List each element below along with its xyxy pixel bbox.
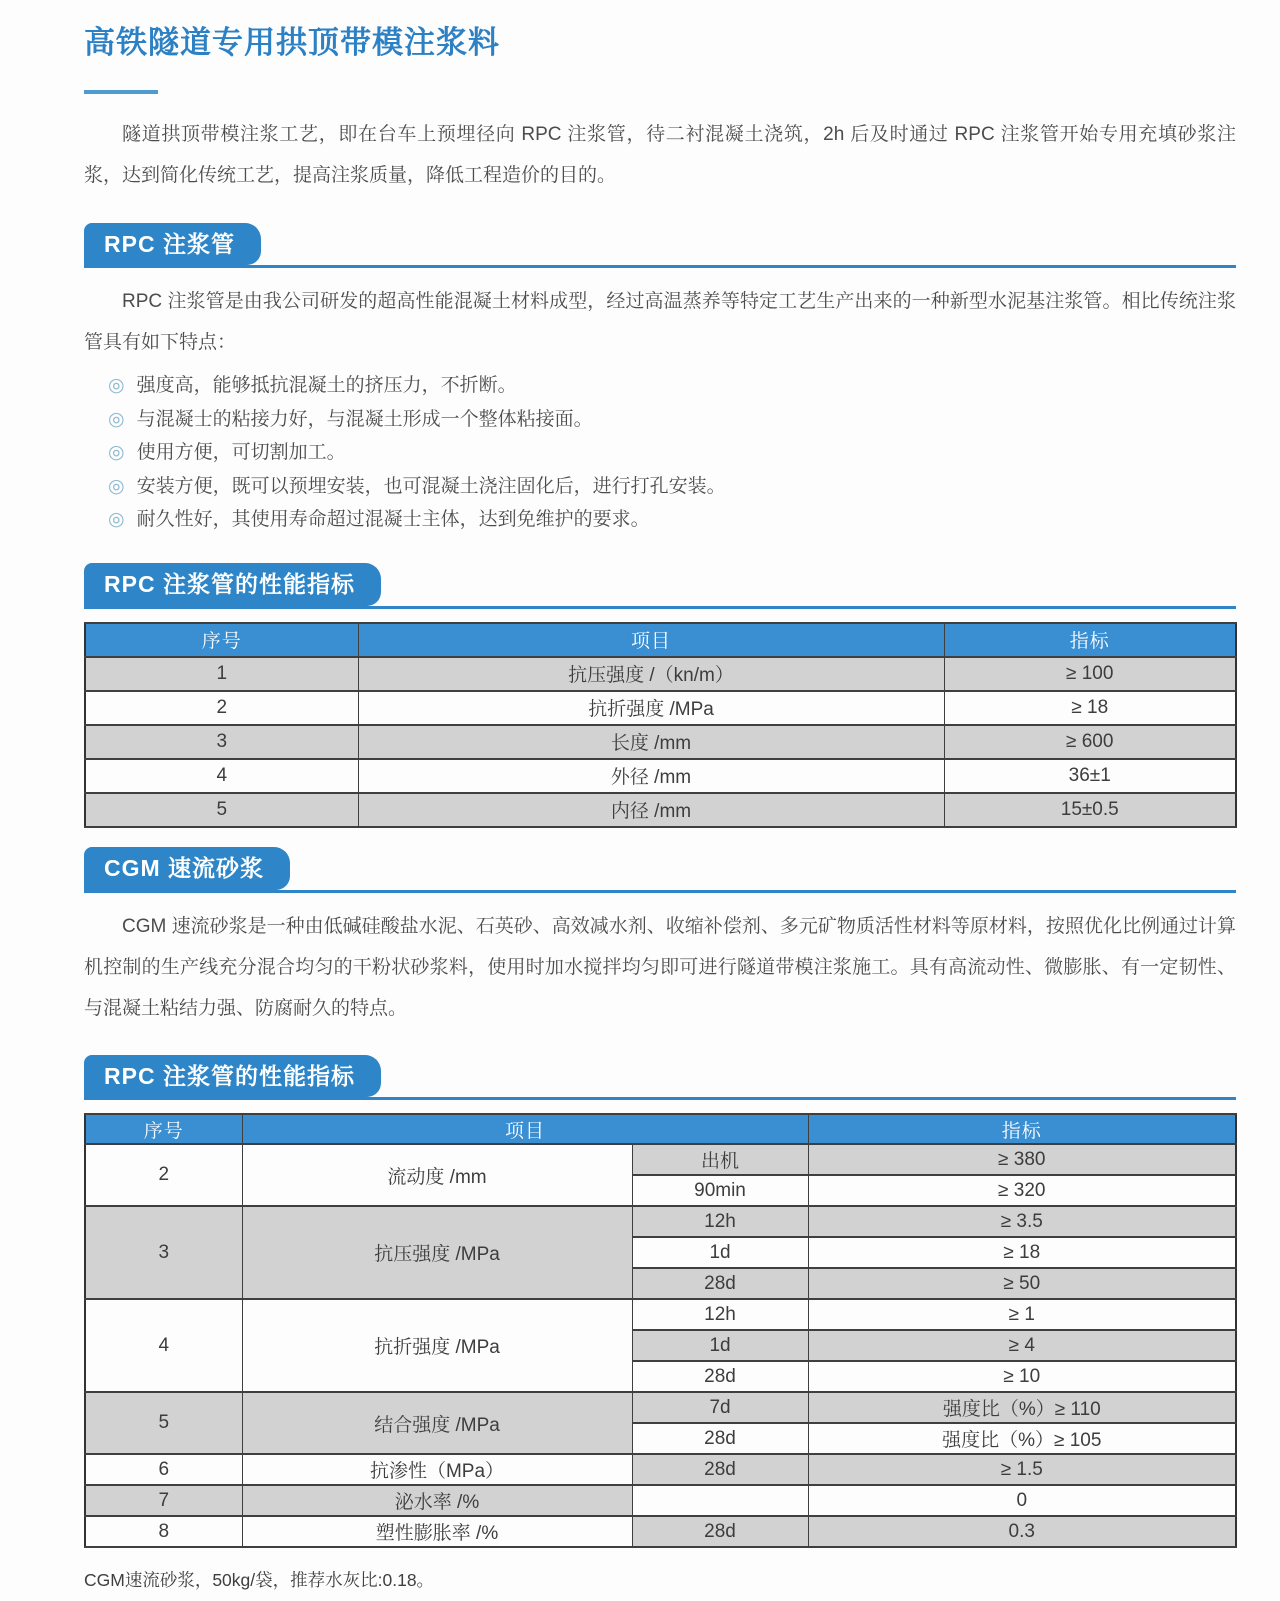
table-row	[85, 1454, 1236, 1485]
rpc-performance-table-body	[85, 657, 1236, 827]
cell-condition: 28d	[632, 1516, 808, 1547]
cell-no: 8	[85, 1516, 242, 1547]
table-row	[85, 1299, 1236, 1330]
section-header-rpc-perf	[84, 563, 1236, 609]
col-header-no: 序号	[85, 623, 358, 657]
table-header-row	[85, 623, 1236, 657]
cell-condition: 12h	[632, 1206, 808, 1237]
table-row	[85, 657, 1236, 691]
cell-item: 抗渗性（MPa）	[242, 1454, 632, 1485]
bullet-icon: ◎	[108, 475, 125, 497]
cell-index: ≥ 3.5	[808, 1206, 1236, 1237]
cell-item: 抗折强度 /MPa	[358, 691, 944, 725]
col-header-index: 指标	[808, 1114, 1236, 1144]
table-header-row	[85, 1114, 1236, 1144]
intro-paragraph: 隧道拱顶带模注浆工艺，即在台车上预埋径向 RPC 注浆管，待二衬混凝土浇筑，2h 后及时通过 RPC 注浆管开始专用充填砂浆注浆，达到简化传统工艺，提高注浆质量，降低工程造价的目的。	[84, 123, 1236, 186]
cell-item: 外径 /mm	[358, 759, 944, 793]
table-row	[85, 759, 1236, 793]
cell-condition: 1d	[632, 1330, 808, 1361]
table-row	[85, 1144, 1236, 1175]
cell-index: ≥ 4	[808, 1330, 1236, 1361]
feature-item	[108, 436, 1236, 469]
bullet-icon: ◎	[108, 375, 125, 397]
cell-index: 36±1	[944, 759, 1236, 793]
cell-item: 结合强度 /MPa	[242, 1392, 632, 1454]
feature-text: 耐久性好，其使用寿命超过混凝士主体，达到免维护的要求。	[136, 508, 650, 530]
cell-condition: 28d	[632, 1454, 808, 1485]
cell-item: 抗压强度 /（kn/m）	[358, 657, 944, 691]
table-row	[85, 1516, 1236, 1547]
cell-index: ≥ 1	[808, 1299, 1236, 1330]
feature-text: 强度高，能够抵抗混凝土的挤压力，不折断。	[136, 375, 517, 397]
table-row	[85, 1485, 1236, 1516]
cgm-paragraph: CGM 速流砂浆是一种由低碱硅酸盐水泥、石英砂、高效减水剂、收缩补偿剂、多元矿物质活性材料等原材料，按照优化比例通过计算机控制的生产线充分混合均匀的干粉状砂浆料，使用时加水搅拌均匀即可进行隧道带模注浆施工。具有高流动性、微膨胀、有一定韧性、与混凝土粘结力强、防腐耐久的特点。	[84, 915, 1236, 1019]
cell-condition: 7d	[632, 1392, 808, 1423]
cell-no: 4	[85, 1299, 242, 1392]
cell-no: 6	[85, 1454, 242, 1485]
section-tab: RPC 注浆管的性能指标	[84, 1055, 381, 1098]
rpc-feature-list	[84, 369, 1236, 536]
cell-index: 0	[808, 1485, 1236, 1516]
cell-item: 塑性膨胀率 /%	[242, 1516, 632, 1547]
bullet-icon: ◎	[108, 508, 125, 530]
feature-item	[108, 503, 1236, 536]
footer-note: CGM速流砂浆，50kg/袋，推荐水灰比:0.18。	[84, 1570, 435, 1591]
cell-no: 3	[85, 1206, 242, 1299]
cell-condition: 28d	[632, 1423, 808, 1454]
col-header-index: 指标	[944, 623, 1236, 657]
cell-item: 泌水率 /%	[242, 1485, 632, 1516]
cell-index: ≥ 320	[808, 1175, 1236, 1206]
cell-no: 7	[85, 1485, 242, 1516]
cell-condition: 28d	[632, 1268, 808, 1299]
cell-index: ≥ 50	[808, 1268, 1236, 1299]
table-row	[85, 1392, 1236, 1423]
cell-no: 1	[85, 657, 358, 691]
feature-item	[108, 470, 1236, 503]
feature-text: 使用方便，可切割加工。	[136, 442, 346, 464]
bullet-icon: ◎	[108, 408, 125, 430]
cell-index: ≥ 18	[808, 1237, 1236, 1268]
cell-condition	[632, 1485, 808, 1516]
col-header-item: 项目	[242, 1114, 808, 1144]
cell-no: 3	[85, 725, 358, 759]
cell-no: 4	[85, 759, 358, 793]
feature-text: 安装方便，既可以预埋安装，也可混凝土浇注固化后，进行打孔安装。	[136, 475, 726, 497]
col-header-item: 项目	[358, 623, 944, 657]
col-header-no: 序号	[85, 1114, 242, 1144]
bullet-icon: ◎	[108, 442, 125, 464]
table-row	[85, 725, 1236, 759]
cell-item: 长度 /mm	[358, 725, 944, 759]
title-underline	[84, 90, 158, 94]
cell-item: 流动度 /mm	[242, 1144, 632, 1206]
rpc-performance-table	[84, 622, 1237, 828]
cell-condition: 12h	[632, 1299, 808, 1330]
section-header-cgm-perf	[84, 1055, 1236, 1101]
cell-index: 15±0.5	[944, 793, 1236, 827]
section-header-cgm	[84, 847, 1236, 893]
cell-index: 强度比（%）≥ 110	[808, 1392, 1236, 1423]
feature-text: 与混凝士的粘接力好，与混凝土形成一个整体粘接面。	[136, 408, 593, 430]
cell-no: 2	[85, 1144, 242, 1206]
cell-condition: 出机	[632, 1144, 808, 1175]
cell-index: ≥ 10	[808, 1361, 1236, 1392]
cell-item: 抗压强度 /MPa	[242, 1206, 632, 1299]
section-tab: RPC 注浆管的性能指标	[84, 563, 381, 606]
section-header-rpc-pipe	[84, 223, 1236, 269]
feature-item	[108, 403, 1236, 436]
cell-index: 0.3	[808, 1516, 1236, 1547]
cell-item: 内径 /mm	[358, 793, 944, 827]
section-tab: RPC 注浆管	[84, 223, 261, 266]
cell-condition: 90min	[632, 1175, 808, 1206]
table-row	[85, 1206, 1236, 1237]
cell-condition: 1d	[632, 1237, 808, 1268]
rpc-pipe-paragraph: RPC 注浆管是由我公司研发的超高性能混凝土材料成型，经过高温蒸养等特定工艺生产出来的一种新型水泥基注浆管。相比传统注浆管具有如下特点：	[84, 291, 1236, 354]
cell-no: 2	[85, 691, 358, 725]
cell-condition: 28d	[632, 1361, 808, 1392]
cell-index: ≥ 18	[944, 691, 1236, 725]
cgm-performance-table-body	[85, 1144, 1236, 1547]
cell-item: 抗折强度 /MPa	[242, 1299, 632, 1392]
cell-no: 5	[85, 793, 358, 827]
cell-index: ≥ 100	[944, 657, 1236, 691]
feature-item	[108, 369, 1236, 402]
cell-index: ≥ 1.5	[808, 1454, 1236, 1485]
cell-index: ≥ 600	[944, 725, 1236, 759]
cell-index: ≥ 380	[808, 1144, 1236, 1175]
table-row	[85, 793, 1236, 827]
cell-no: 5	[85, 1392, 242, 1454]
section-tab: CGM 速流砂浆	[84, 847, 290, 890]
cell-index: 强度比（%）≥ 105	[808, 1423, 1236, 1454]
table-row	[85, 691, 1236, 725]
cgm-performance-table	[84, 1113, 1237, 1548]
page-title: 高铁隧道专用拱顶带模注浆料	[84, 25, 500, 60]
